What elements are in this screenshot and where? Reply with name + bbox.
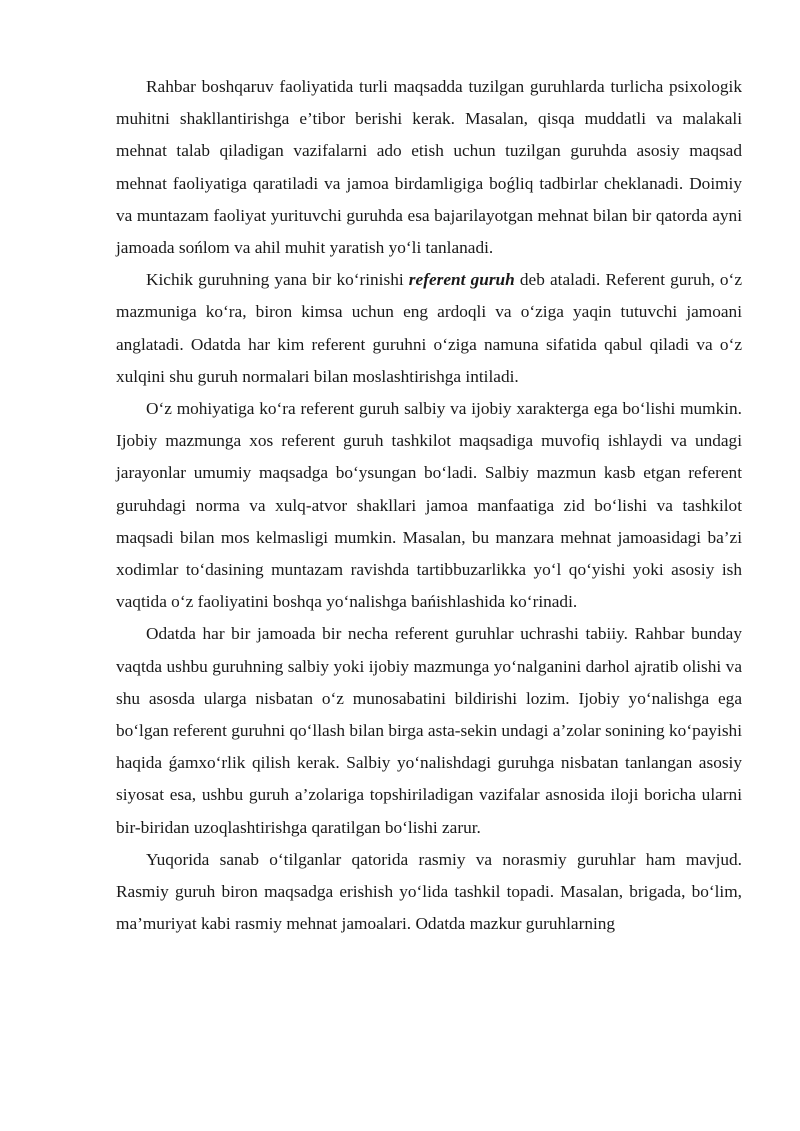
paragraph-psychological-climate: Rahbar boshqaruv faoliyatida turli maqsadda tuzilgan guruhlarda turlicha psixologik muhitni shakllantirishga e’tibor berishi kerak. Masalan, qisqa muddatli va malakali mehnat talab qiladigan vazifalarni ado etish uchun tuzilgan guruhda asosiy maqsad mehnat faoliyatiga qaratiladi va jamoa birdamligiga boǵliq tadbirlar cheklanadi. Doimiy va muntazam faoliyat yurituvchi guruhda esa bajarilayotgan mehnat bilan bir qatorda ayni jamoada sońlom va ahil muhit yaratish yo‘li tanlanadi. bbox=[116, 77, 742, 258]
paragraph-referent-group-definition bbox=[116, 264, 742, 393]
paragraph-positive-negative-character: O‘z mohiyatiga ko‘ra referent guruh salbiy va ijobiy xarakterga ega bo‘lishi mumkin. Ijobiy mazmunga xos referent guruh tashkilot maqsadiga muvofiq ishlaydi va undagi jarayonlar umumiy maqsadga bo‘ysungan bo‘ladi. Salbiy mazmun kasb etgan referent guruhdagi norma va xulq-atvor shakllari jamoa manfaatiga zid bo‘lishi va tashkilot maqsadi bilan mos kelmasligi mumkin. Masalan, bu manzara mehnat jamoasidagi ba’zi xodimlar to‘dasining muntazam ravishda tartibbuzarlikka yo‘l qo‘yishi yoki asosiy ish vaqtida o‘z faoliyatini boshqa yo‘nalishga bańishlashida ko‘rinadi. bbox=[116, 399, 742, 612]
paragraph-leader-approach: Odatda har bir jamoada bir necha referent guruhlar uchrashi tabiiy. Rahbar bunday vaqtda ushbu guruhning salbiy yoki ijobiy mazmunga yo‘nalganini darhol ajratib olishi va shu asosda ularga nisbatan o‘z munosabatini bildirishi lozim. Ijobiy yo‘nalishga ega bo‘lgan referent guruhni qo‘llash bilan birga asta-sekin undagi a’zolar sonining ko‘payishi haqida ǵamxo‘rlik qilish kerak. Salbiy yo‘nalishdagi guruhga nisbatan tanlangan asosiy siyosat esa, ushbu guruh a’zolariga topshiriladigan vazifalar asnosida iloji boricha ularni bir-biridan uzoqlashtirishga qaratilgan bo‘lishi zarur. bbox=[116, 624, 742, 837]
document-page bbox=[116, 71, 742, 940]
term-referent-guruh: referent guruh bbox=[408, 270, 515, 290]
paragraph-text-before-term: Kichik guruhning yana bir ko‘rinishi bbox=[146, 270, 409, 290]
paragraph-formal-informal-groups: Yuqorida sanab o‘tilganlar qatorida rasmiy va norasmiy guruhlar ham mavjud. Rasmiy guruh biron maqsadga erishish yo‘lida tashkil topadi. Masalan, brigada, bo‘lim, ma’muriyat kabi rasmiy mehnat jamoalari. Odatda mazkur guruhlarning bbox=[116, 849, 742, 934]
paragraph-text-after-term: deb ataladi. Referent guruh, o‘z mazmuniga ko‘ra, biron kimsa uchun eng ardoqli va o‘ziga yaqin tutuvchi jamoani anglatadi. Odatda har kim referent guruhni o‘ziga namuna sifatida qabul qiladi va o‘z xulqini shu guruh normalari bilan moslashtirishga intiladi. bbox=[116, 270, 742, 386]
